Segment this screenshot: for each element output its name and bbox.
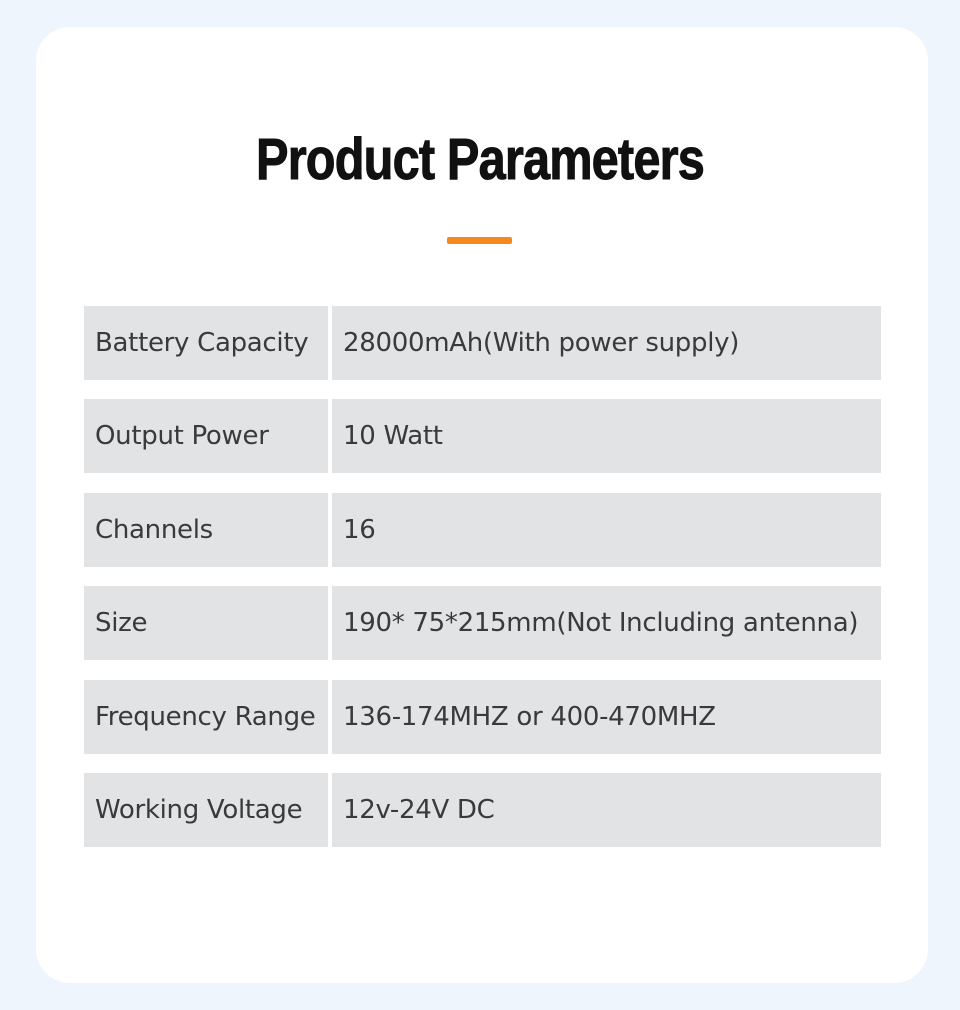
table-row: [84, 399, 881, 473]
parameter-value: 28000mAh(With power supply): [332, 306, 881, 380]
parameter-label: Battery Capacity: [84, 306, 328, 380]
table-row: [84, 586, 881, 660]
parameter-value: 12v-24V DC: [332, 773, 881, 847]
parameter-value: 190* 75*215mm(Not Including antenna): [332, 586, 881, 660]
table-row: [84, 306, 881, 380]
table-row: [84, 680, 881, 754]
title-accent-bar: [447, 237, 512, 244]
parameter-label: Working Voltage: [84, 773, 328, 847]
table-row: [84, 493, 881, 567]
parameter-value: 10 Watt: [332, 399, 881, 473]
parameter-value: 136-174MHZ or 400-470MHZ: [332, 680, 881, 754]
page-title: Product Parameters: [256, 127, 704, 192]
parameter-label: Size: [84, 586, 328, 660]
parameter-label: Channels: [84, 493, 328, 567]
table-row: [84, 773, 881, 847]
parameter-value: 16: [332, 493, 881, 567]
parameter-label: Frequency Range: [84, 680, 328, 754]
parameter-label: Output Power: [84, 399, 328, 473]
